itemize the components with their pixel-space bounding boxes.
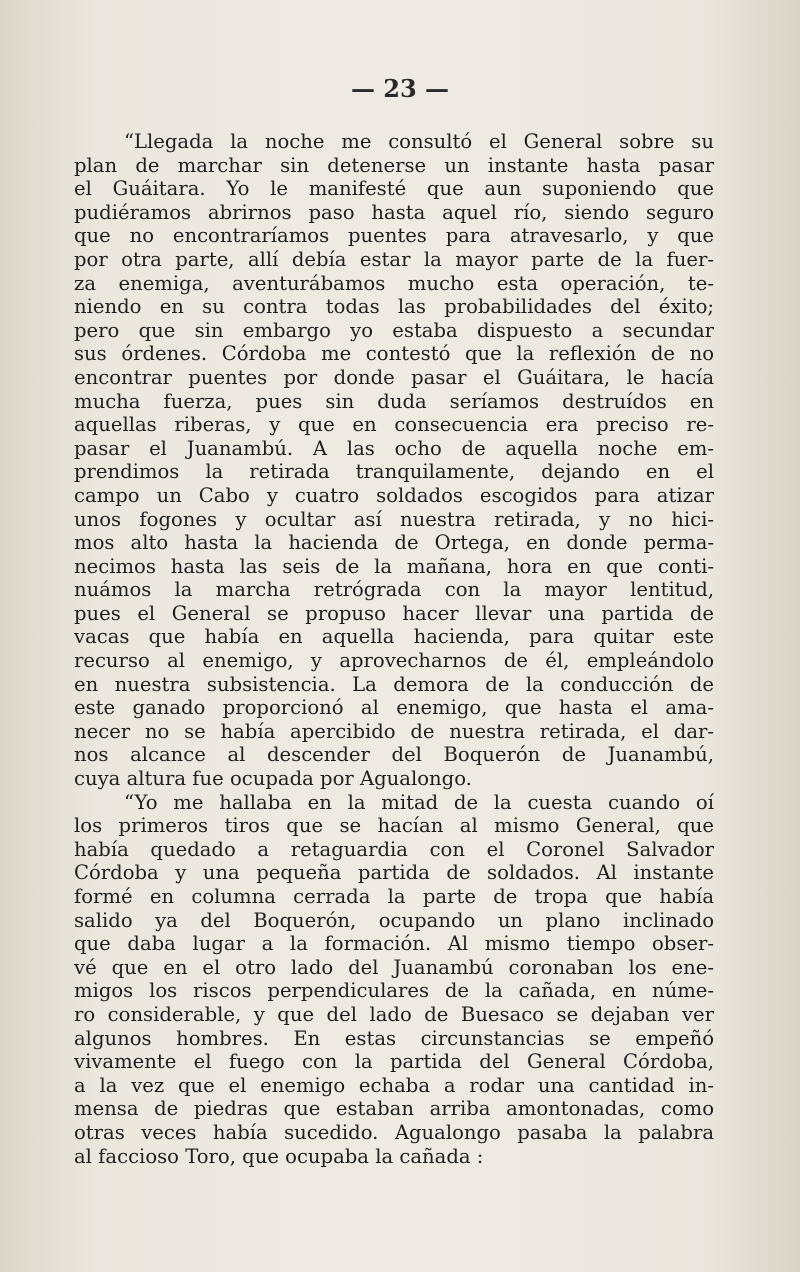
text-line: ro considerable, y que del lado de Buesaco se dejaban ver: [74, 1002, 714, 1026]
text-line: recurso al enemigo, y aprovecharnos de él, empleándolo: [74, 649, 714, 673]
text-line: al faccioso Toro, que ocupaba la cañada :: [74, 1144, 484, 1168]
text-line: mos alto hasta la hacienda de Ortega, en donde perma-: [74, 531, 714, 555]
text-line: había quedado a retaguardia con el Coronel Salvador: [74, 837, 714, 861]
text-line: que daba lugar a la formación. Al mismo tiempo obser-: [74, 932, 714, 956]
text-line: unos fogones y ocultar así nuestra retirada, y no hici-: [74, 507, 714, 531]
text-line: za enemiga, aventurábamos mucho esta operación, te-: [74, 271, 714, 295]
text-line: campo un Cabo y cuatro soldados escogidos para atizar: [74, 483, 714, 507]
text-line: nos alcance al descender del Boquerón de Juanambú,: [74, 743, 714, 767]
text-line: pero que sin embargo yo estaba dispuesto a secundar: [74, 318, 714, 342]
text-line: aquellas riberas, y que en consecuencia era preciso re-: [74, 413, 714, 437]
text-line: que no encontraríamos puentes para atravesarlo, y que: [74, 224, 714, 248]
text-line: encontrar puentes por donde pasar el Guáitara, le hacía: [74, 365, 714, 389]
text-line: niendo en su contra todas las probabilidades del éxito;: [74, 295, 714, 319]
text-line: pasar el Juanambú. A las ocho de aquella noche em-: [74, 436, 714, 460]
text-line: este ganado proporcionó al enemigo, que hasta el ama-: [74, 696, 714, 720]
text-line: necer no se había apercibido de nuestra retirada, el dar-: [74, 719, 714, 743]
text-line: vivamente el fuego con la partida del General Córdoba,: [74, 1050, 714, 1074]
text-line: prendimos la retirada tranquilamente, dejando en el: [74, 460, 714, 484]
text-line: sus órdenes. Córdoba me contestó que la reflexión de no: [74, 342, 714, 366]
page-number: — 23 —: [350, 74, 450, 103]
text-line: plan de marchar sin detenerse un instante hasta pasar: [74, 153, 714, 177]
text-line: pudiéramos abrirnos paso hasta aquel río, siendo seguro: [74, 200, 714, 224]
text-line: nuámos la marcha retrógrada con la mayor lentitud,: [74, 578, 714, 602]
text-line: necimos hasta las seis de la mañana, hora en que conti-: [74, 554, 714, 578]
text-line: vé que en el otro lado del Juanambú coronaban los ene-: [74, 955, 714, 979]
paragraph-1: [74, 130, 714, 791]
text-line: “Llegada la noche me consultó el General sobre su: [124, 130, 714, 153]
body-text: [74, 130, 714, 1168]
text-line: los primeros tiros que se hacían al mismo General, que: [74, 814, 714, 838]
text-line: formé en columna cerrada la parte de tropa que había: [74, 885, 714, 908]
text-line: pues el General se propuso hacer llevar una partida de: [74, 601, 714, 625]
text-line: mensa de piedras que estaban arriba amontonadas, como: [74, 1097, 714, 1121]
text-line: por otra parte, allí debía estar la mayor parte de la fuer-: [74, 247, 714, 271]
text-line: mucha fuerza, pues sin duda seríamos destruídos en: [74, 389, 714, 413]
text-line: Córdoba y una pequeña partida de soldados. Al instante: [74, 861, 714, 885]
text-line: el Guáitara. Yo le manifesté que aun suponiendo que: [74, 177, 714, 201]
text-line: a la vez que el enemigo echaba a rodar una cantidad in-: [74, 1073, 714, 1097]
text-line: en nuestra subsistencia. La demora de la conducción de: [74, 672, 714, 696]
text-line: “Yo me hallaba en la mitad de la cuesta cuando oí: [124, 790, 714, 814]
text-line: algunos hombres. En estas circunstancias se empeñó: [74, 1026, 714, 1050]
text-line: migos los riscos perpendiculares de la cañada, en núme-: [74, 979, 714, 1003]
text-line: salido ya del Boquerón, ocupando un plano inclinado: [74, 908, 714, 932]
text-line: otras veces había sucedido. Agualongo pasaba la palabra: [74, 1120, 714, 1144]
text-line: cuya altura fue ocupada por Agualongo.: [74, 767, 472, 791]
paragraph-2: [74, 791, 714, 1169]
text-line: vacas que había en aquella hacienda, para quitar este: [74, 625, 714, 649]
